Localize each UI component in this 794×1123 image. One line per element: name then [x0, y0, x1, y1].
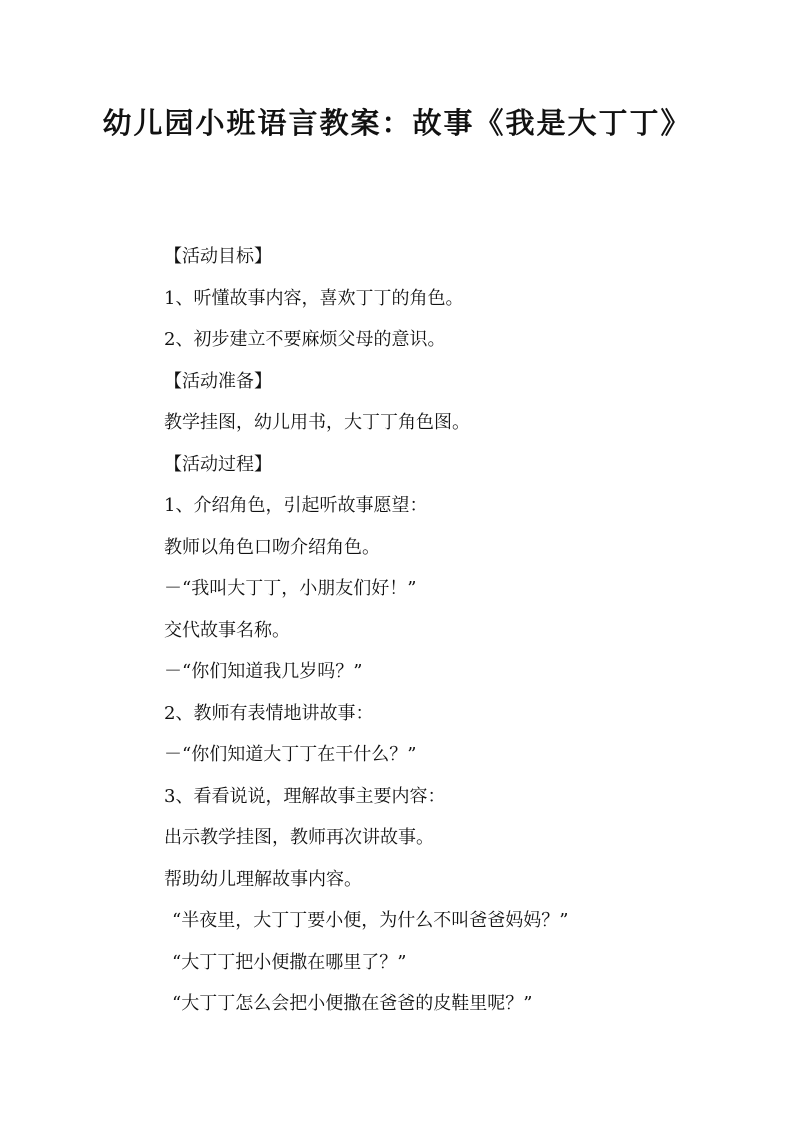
paragraph-line: “大丁丁怎么会把小便撒在爸爸的皮鞋里呢？”	[172, 993, 533, 1014]
document-title: 幼儿园小班语言教案：故事《我是大丁丁》	[102, 106, 692, 140]
paragraph-line: 交代故事名称。	[164, 619, 290, 641]
paragraph-line: 教学挂图，幼儿用书，大丁丁角色图。	[164, 412, 470, 433]
paragraph-line: 帮助幼儿理解故事内容。	[164, 868, 362, 890]
paragraph-line: 3、看看说说，理解故事主要内容：	[164, 785, 446, 807]
document-body	[164, 236, 724, 1025]
paragraph-line: “半夜里，大丁丁要小便，为什么不叫爸爸妈妈？”	[172, 910, 569, 931]
paragraph-line: 1、介绍角色，引起听故事愿望：	[164, 495, 428, 516]
paragraph-line: 教师以角色口吻介绍角色。	[164, 536, 380, 558]
paragraph-line: “大丁丁把小便撒在哪里了？”	[172, 951, 407, 973]
paragraph-line: 2、初步建立不要麻烦父母的意识。	[164, 329, 446, 350]
section-heading-preparation: 【活动准备】	[164, 370, 272, 392]
paragraph-line: －“你们知道大丁丁在干什么？”	[164, 744, 417, 765]
paragraph-line: 出示教学挂图，教师再次讲故事。	[164, 827, 434, 848]
paragraph-line: 1、听懂故事内容，喜欢丁丁的角色。	[164, 287, 464, 309]
paragraph-line: －“你们知道我几岁吗？”	[164, 661, 363, 682]
section-heading-goals: 【活动目标】	[164, 246, 272, 267]
paragraph-line: －“我叫大丁丁，小朋友们好！”	[164, 578, 417, 599]
section-heading-process: 【活动过程】	[164, 453, 272, 475]
paragraph-line: 2、教师有表情地讲故事：	[164, 702, 374, 724]
